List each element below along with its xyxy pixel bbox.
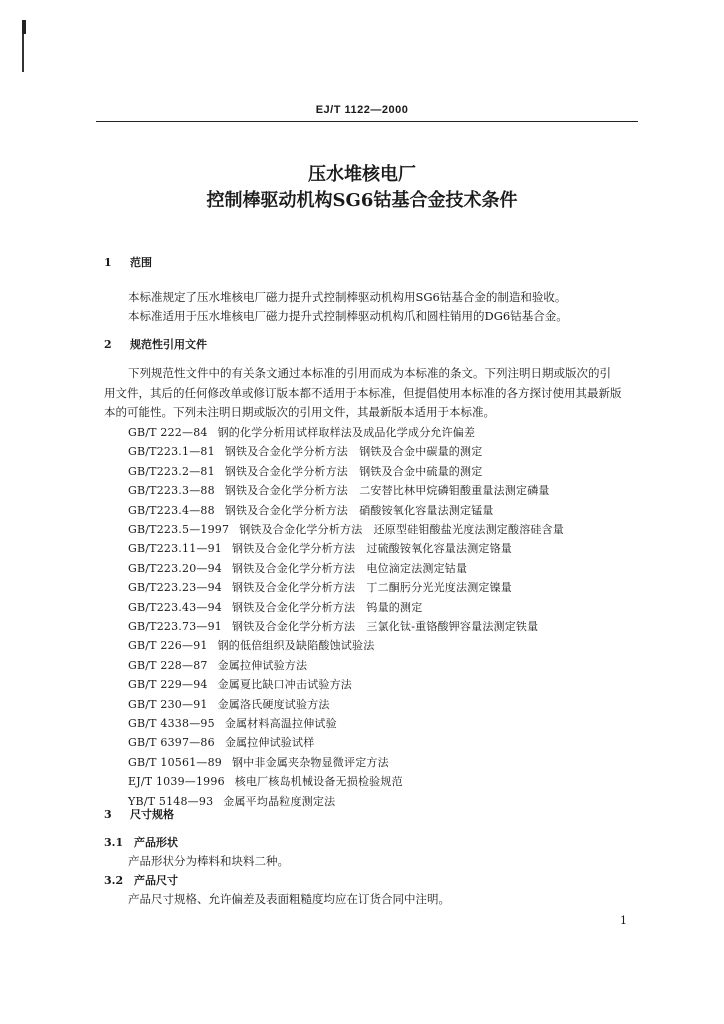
- section-2-intro-line-1: 下列规范性文件中的有关条文通过本标准的引用而成为本标准的条文。下列注明日期或版次的引: [128, 366, 611, 380]
- subsection-number: 3.1: [104, 836, 124, 849]
- subsection-title: 产品形状: [134, 836, 178, 849]
- reference-title: 金属平均晶粒度测定法: [223, 794, 336, 808]
- reference-item: [128, 696, 330, 712]
- reference-item: [128, 540, 512, 556]
- reference-title: 钢铁及合金化学分析方法 还原型硅钼酸盐光度法测定酸溶硅含量: [239, 523, 565, 536]
- reference-item: [128, 443, 482, 459]
- reference-title: 钢铁及合金化学分析方法 电位滴定法测定钴量: [232, 561, 468, 575]
- reference-code: GB/T223.23—94: [128, 581, 222, 595]
- reference-code: GB/T223.43—94: [128, 600, 222, 614]
- reference-code: YB/T 5148—93: [128, 794, 214, 808]
- reference-title: 钢中非金属夹杂物显微评定方法: [232, 755, 389, 769]
- reference-item: [128, 734, 314, 750]
- section-title: 规范性引用文件: [130, 338, 207, 351]
- reference-code: EJ/T 1039—1996: [128, 775, 225, 789]
- reference-code: GB/T 228—87: [128, 658, 208, 672]
- scan-corner-mark: [22, 20, 26, 34]
- reference-item: [128, 754, 389, 770]
- section-3-heading: [104, 806, 174, 822]
- subsection-3-2-text: 产品尺寸规格、允许偏差及表面粗糙度均应在订货合同中注明。: [128, 892, 450, 906]
- reference-item: [128, 676, 352, 692]
- subsection-title: 产品尺寸: [134, 874, 178, 887]
- reference-title: 金属材料高温拉伸试验: [224, 717, 337, 730]
- section-number: 3: [104, 808, 112, 821]
- reference-title: 金属洛氏硬度试验方法: [217, 697, 330, 711]
- subsection-number: 3.2: [104, 874, 124, 887]
- reference-code: GB/T223.4—88: [128, 503, 215, 517]
- reference-code: GB/T 226—91: [128, 639, 208, 653]
- reference-title: 钢铁及合金化学分析方法 过硫酸铵氧化容量法测定铬量: [232, 542, 512, 556]
- reference-item: [128, 715, 337, 731]
- reference-item: [128, 424, 475, 440]
- section-1-paragraph-1: 本标准规定了压水堆核电厂磁力提升式控制棒驱动机构用SG6钴基合金的制造和验收。: [128, 290, 567, 304]
- reference-title: 核电厂核岛机械设备无损检验规范: [234, 775, 403, 789]
- reference-title: 钢铁及合金化学分析方法 硝酸铵氧化容量法测定锰量: [224, 503, 494, 517]
- subsection-3-2-heading: [104, 872, 178, 888]
- reference-title: 钢的低倍组织及缺陷酸蚀试验法: [217, 639, 375, 653]
- reference-title: 钢铁及合金化学分析方法 二安替比林甲烷磷钼酸重量法测定磷量: [224, 484, 550, 498]
- reference-code: GB/T223.3—88: [128, 484, 215, 498]
- reference-code: GB/T 10561—89: [128, 755, 222, 769]
- reference-code: GB/T 4338—95: [128, 717, 215, 730]
- reference-title: 钢铁及合金化学分析方法 三氯化钛-重铬酸钾容量法测定铁量: [232, 620, 539, 633]
- header-rule: [96, 121, 638, 122]
- reference-item: [128, 502, 494, 518]
- subsection-3-1-heading: [104, 834, 178, 850]
- section-2-intro-line-2: 用文件，其后的任何修改单或修订版本都不适用于本标准，但提倡使用本标准的各方探讨使用其最新版: [104, 386, 622, 400]
- title-line-1: 压水堆核电厂: [308, 164, 416, 185]
- reference-code: GB/T223.20—94: [128, 561, 222, 575]
- section-2-intro-line-3: 本的可能性。下列未注明日期或版次的引用文件，其最新版本适用于本标准。: [104, 405, 495, 419]
- reference-title: 钢铁及合金化学分析方法 丁二酮肟分光光度法测定镍量: [232, 581, 512, 595]
- reference-item: [128, 599, 422, 615]
- section-number: 2: [104, 338, 112, 351]
- reference-title: 金属拉伸试验方法: [217, 658, 308, 672]
- reference-item: [128, 521, 564, 537]
- reference-title: 金属夏比缺口冲击试验方法: [217, 678, 353, 692]
- reference-item: [128, 618, 538, 634]
- section-number: 1: [104, 256, 112, 269]
- reference-code: GB/T223.11—91: [128, 542, 222, 556]
- reference-title: 钢铁及合金化学分析方法 钢铁及合金中硫量的测定: [224, 464, 483, 478]
- reference-item: [128, 482, 550, 498]
- reference-code: GB/T223.1—81: [128, 445, 215, 459]
- reference-item: [128, 637, 374, 653]
- title-line-2: 控制棒驱动机构SG6钴基合金技术条件: [206, 190, 518, 211]
- reference-item: [128, 773, 403, 789]
- reference-code: GB/T223.2—81: [128, 464, 215, 478]
- section-1-heading: [104, 254, 152, 270]
- section-1-paragraph-2: 本标准适用于压水堆核电厂磁力提升式控制棒驱动机构爪和圆柱销用的DG6钴基合金。: [128, 309, 568, 323]
- reference-item: [128, 579, 512, 595]
- reference-title: 钢铁及合金化学分析方法 钨量的测定: [232, 600, 423, 614]
- section-title: 尺寸规格: [130, 808, 174, 821]
- reference-code: GB/T 222—84: [128, 426, 208, 439]
- reference-item: [128, 560, 467, 576]
- standard-code-header: EJ/T 1122—2000: [315, 104, 409, 116]
- reference-code: GB/T223.5—1997: [128, 523, 230, 536]
- section-title: 范围: [130, 256, 152, 269]
- page-number: 1: [620, 914, 627, 927]
- reference-title: 钢铁及合金化学分析方法 钢铁及合金中碳量的测定: [224, 445, 483, 459]
- reference-code: GB/T223.73—91: [128, 620, 222, 633]
- reference-code: GB/T 229—94: [128, 678, 208, 692]
- section-2-heading: [104, 336, 207, 352]
- reference-code: GB/T 6397—86: [128, 736, 215, 750]
- reference-title: 钢的化学分析用试样取样法及成品化学成分允许偏差: [217, 426, 476, 439]
- reference-title: 金属拉伸试验试样: [224, 736, 315, 750]
- reference-item: [128, 657, 307, 673]
- reference-item: [128, 463, 482, 479]
- subsection-3-1-text: 产品形状分为棒料和块料二种。: [128, 854, 289, 868]
- reference-code: GB/T 230—91: [128, 697, 208, 711]
